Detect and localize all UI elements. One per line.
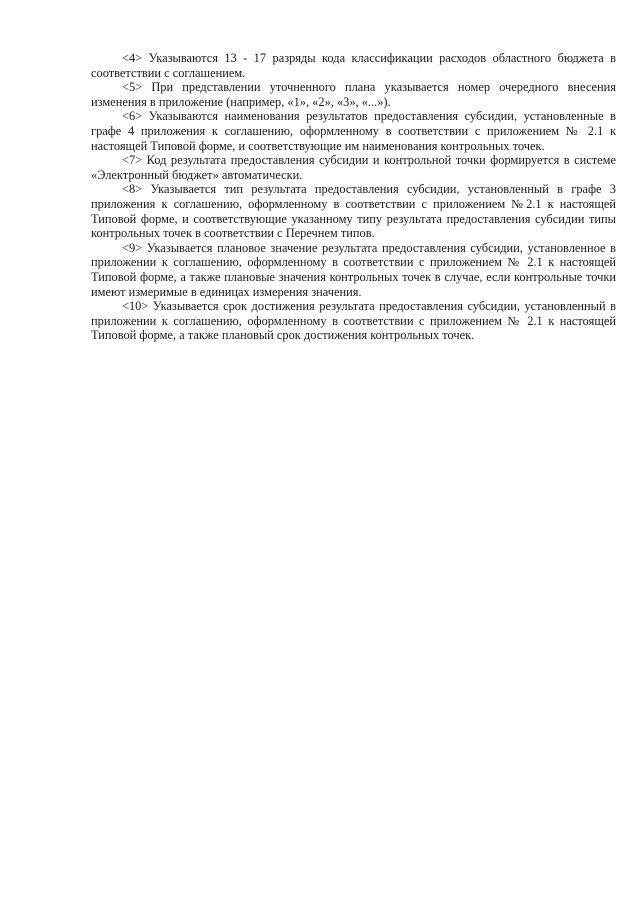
footnote-text: Указывается плановое значение результата предоставления субсидии, установленное в приложении к соглашению, оформленному в соответствии с приложением № 2.1 к настоящей Типовой форме, а также плановые значения контрольных точек в случае, если контрольные точки имеют измеримые в единицах измерения значения.	[91, 240, 616, 299]
footnote-6	[91, 109, 616, 153]
footnote-4	[91, 51, 616, 80]
footnote-5	[91, 80, 616, 109]
footnote-text: Код результата предоставления субсидии и контрольной точки формируется в системе «Электронный бюджет» автоматически.	[91, 153, 616, 182]
footnote-marker: <4>	[122, 51, 143, 65]
footnote-marker: <8>	[122, 182, 143, 197]
footnote-marker: <9>	[122, 240, 143, 255]
document-page	[91, 51, 616, 343]
footnote-8	[91, 182, 616, 240]
footnote-text: Указываются 13 - 17 разряды кода классификации расходов областного бюджета в соответствии с соглашением.	[91, 51, 616, 80]
footnote-text: Указываются наименования результатов предоставления субсидии, установленные в графе 4 приложения к соглашению, оформленному в соответствии с приложением № 2.1 к настоящей Типовой форме, и соответствующие им наименования контрольных точек.	[91, 109, 616, 153]
footnote-10	[91, 299, 616, 343]
footnote-marker: <7>	[122, 153, 143, 168]
footnote-7	[91, 153, 616, 182]
footnote-text: Указывается срок достижения результата предоставления субсидии, установленный в приложении к соглашению, оформленному в соответствии с приложением № 2.1 к настоящей Типовой форме, а также плановый срок достижения контрольных точек.	[91, 299, 616, 343]
footnote-marker: <6>	[122, 109, 143, 124]
footnote-9	[91, 241, 616, 299]
footnote-text: При представлении уточненного плана указывается номер очередного внесения изменения в приложение (например, «1», «2», «3», «...»).	[91, 80, 616, 109]
footnote-marker: <5>	[122, 80, 143, 95]
footnote-marker: <10>	[122, 299, 149, 314]
footnote-text: Указывается тип результата предоставления субсидии, установленный в графе 3 приложения к соглашению, оформленному в соответствии с приложением №2.1 к настоящей Типовой форме, и соответствующие указанному типу результата предоставления субсидии типы контрольных точек в соответствии с Перечнем типов.	[91, 182, 616, 241]
